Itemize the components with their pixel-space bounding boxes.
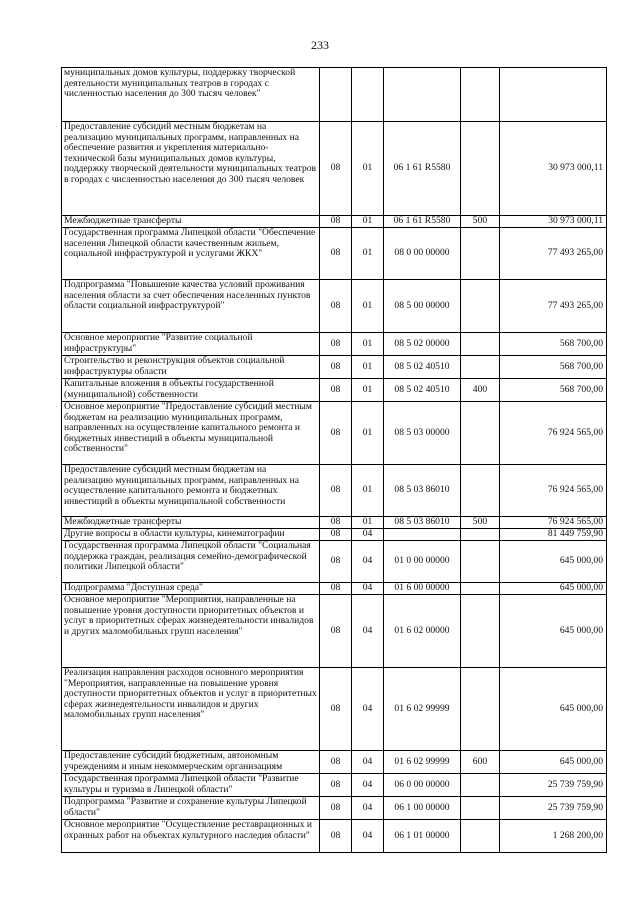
expense-type-code — [461, 356, 500, 379]
row-name: Капитальные вложения в объекты государственной (муниципальной) собственности — [62, 379, 320, 402]
table-row — [62, 595, 607, 668]
table-row — [62, 751, 607, 774]
expense-type-code — [461, 583, 500, 595]
table-row — [62, 68, 607, 122]
expense-type-code: 500 — [461, 216, 500, 228]
amount: 568 700,00 — [500, 379, 607, 402]
subsection-code: 04 — [352, 595, 384, 668]
expense-type-code — [461, 68, 500, 122]
expense-type-code — [461, 774, 500, 797]
table-row — [62, 122, 607, 216]
subsection-code: 04 — [352, 583, 384, 595]
section-code: 08 — [320, 668, 352, 751]
budget-table-body — [62, 68, 607, 853]
row-name: Государственная программа Липецкой области "Развитие культуры и туризма в Липецкой области" — [62, 774, 320, 797]
table-row — [62, 668, 607, 751]
amount: 77 493 265,00 — [500, 228, 607, 280]
amount: 645 000,00 — [500, 541, 607, 583]
target-article-code: 06 1 00 00000 — [384, 797, 461, 820]
target-article-code: 01 6 02 99999 — [384, 751, 461, 774]
section-code: 08 — [320, 583, 352, 595]
row-name: Предоставление субсидий бюджетным, автономным учреждениям и иным некоммерческим организациям — [62, 751, 320, 774]
table-row — [62, 529, 607, 541]
row-name: муниципальных домов культуры, поддержку творческой деятельности муниципальных театров в городах с численностью населения до 300 тысяч человек" — [62, 68, 320, 122]
subsection-code: 01 — [352, 379, 384, 402]
amount: 25 739 759,90 — [500, 797, 607, 820]
amount: 76 924 565,00 — [500, 517, 607, 529]
section-code: 08 — [320, 216, 352, 228]
section-code: 08 — [320, 280, 352, 333]
amount: 81 449 759,90 — [500, 529, 607, 541]
amount: 645 000,00 — [500, 595, 607, 668]
section-code: 08 — [320, 751, 352, 774]
table-row — [62, 541, 607, 583]
subsection-code: 04 — [352, 668, 384, 751]
subsection-code: 01 — [352, 228, 384, 280]
target-article-code: 01 6 02 99999 — [384, 668, 461, 751]
table-row — [62, 820, 607, 853]
budget-table — [61, 67, 607, 853]
table-row — [62, 216, 607, 228]
expense-type-code — [461, 402, 500, 465]
section-code: 08 — [320, 797, 352, 820]
amount: 76 924 565,00 — [500, 465, 607, 517]
row-name: Подпрограмма "Развитие и сохранение культуры Липецкой области" — [62, 797, 320, 820]
row-name: Реализация направления расходов основного мероприятия "Мероприятия, направленные на повышение уровня доступности приоритетных объектов и услуг в приоритетных сферах жизнедеятельности инвалидов и других маломобильных групп населения" — [62, 668, 320, 751]
table-row — [62, 228, 607, 280]
section-code: 08 — [320, 774, 352, 797]
target-article-code: 01 6 00 00000 — [384, 583, 461, 595]
target-article-code: 08 5 02 40510 — [384, 356, 461, 379]
section-code: 08 — [320, 379, 352, 402]
section-code: 08 — [320, 228, 352, 280]
amount: 645 000,00 — [500, 668, 607, 751]
target-article-code: 08 5 02 40510 — [384, 379, 461, 402]
amount: 76 924 565,00 — [500, 402, 607, 465]
subsection-code: 01 — [352, 122, 384, 216]
target-article-code: 06 1 01 00000 — [384, 820, 461, 853]
amount: 25 739 759,90 — [500, 774, 607, 797]
table-row — [62, 402, 607, 465]
row-name: Межбюджетные трансферты — [62, 216, 320, 228]
expense-type-code — [461, 595, 500, 668]
target-article-code: 06 1 61 R5580 — [384, 216, 461, 228]
expense-type-code: 500 — [461, 517, 500, 529]
target-article-code: 08 5 02 00000 — [384, 333, 461, 356]
section-code: 08 — [320, 517, 352, 529]
expense-type-code — [461, 228, 500, 280]
row-name: Основное мероприятие "Развитие социальной инфраструктуры" — [62, 333, 320, 356]
amount: 30 973 000,11 — [500, 216, 607, 228]
expense-type-code — [461, 465, 500, 517]
expense-type-code — [461, 541, 500, 583]
amount — [500, 68, 607, 122]
expense-type-code — [461, 280, 500, 333]
amount: 645 000,00 — [500, 751, 607, 774]
subsection-code: 04 — [352, 541, 384, 583]
row-name: Основное мероприятие "Осуществление реставрационных и охранных работ на объектах культурного наследия области" — [62, 820, 320, 853]
subsection-code: 01 — [352, 356, 384, 379]
amount: 568 700,00 — [500, 333, 607, 356]
amount: 77 493 265,00 — [500, 280, 607, 333]
table-row — [62, 517, 607, 529]
amount: 1 268 200,00 — [500, 820, 607, 853]
amount: 568 700,00 — [500, 356, 607, 379]
row-name: Предоставление субсидий местным бюджетам на реализацию муниципальных программ, направленных на осуществление капитального ремонта и бюджетных инвестиций в объекты муниципальной собственности — [62, 465, 320, 517]
expense-type-code — [461, 529, 500, 541]
subsection-code: 04 — [352, 529, 384, 541]
subsection-code — [352, 68, 384, 122]
subsection-code: 04 — [352, 820, 384, 853]
target-article-code: 06 1 61 R5580 — [384, 122, 461, 216]
amount: 645 000,00 — [500, 583, 607, 595]
expense-type-code — [461, 333, 500, 356]
expense-type-code: 400 — [461, 379, 500, 402]
table-row — [62, 333, 607, 356]
expense-type-code — [461, 122, 500, 216]
section-code: 08 — [320, 595, 352, 668]
target-article-code: 08 5 03 86010 — [384, 517, 461, 529]
subsection-code: 04 — [352, 774, 384, 797]
row-name: Государственная программа Липецкой области "Социальная поддержка граждан, реализация семейно-демографической политики Липецкой области" — [62, 541, 320, 583]
row-name: Подпрограмма "Доступная среда" — [62, 583, 320, 595]
expense-type-code — [461, 797, 500, 820]
row-name: Другие вопросы в области культуры, кинематографии — [62, 529, 320, 541]
subsection-code: 01 — [352, 402, 384, 465]
subsection-code: 01 — [352, 333, 384, 356]
section-code: 08 — [320, 529, 352, 541]
section-code: 08 — [320, 402, 352, 465]
subsection-code: 04 — [352, 797, 384, 820]
table-row — [62, 583, 607, 595]
target-article-code: 08 0 00 00000 — [384, 228, 461, 280]
target-article-code: 01 0 00 00000 — [384, 541, 461, 583]
section-code: 08 — [320, 820, 352, 853]
amount: 30 973 000,11 — [500, 122, 607, 216]
table-row — [62, 774, 607, 797]
table-row — [62, 379, 607, 402]
target-article-code: 08 5 00 00000 — [384, 280, 461, 333]
section-code: 08 — [320, 541, 352, 583]
page-number: 233 — [311, 38, 329, 52]
subsection-code: 04 — [352, 751, 384, 774]
row-name: Основное мероприятие "Предоставление субсидий местным бюджетам на реализацию муниципальных программ, направленных на осуществление капитального ремонта и бюджетных инвестиций в объекты муниципальной собственности" — [62, 402, 320, 465]
target-article-code: 01 6 02 00000 — [384, 595, 461, 668]
target-article-code: 06 0 00 00000 — [384, 774, 461, 797]
expense-type-code — [461, 668, 500, 751]
table-row — [62, 280, 607, 333]
row-name: Государственная программа Липецкой области "Обеспечение населения Липецкой области качественным жильем, социальной инфраструктурой и услугами ЖКХ" — [62, 228, 320, 280]
table-row — [62, 465, 607, 517]
row-name: Межбюджетные трансферты — [62, 517, 320, 529]
subsection-code: 01 — [352, 216, 384, 228]
target-article-code: 08 5 03 86010 — [384, 465, 461, 517]
target-article-code — [384, 68, 461, 122]
subsection-code: 01 — [352, 280, 384, 333]
subsection-code: 01 — [352, 465, 384, 517]
expense-type-code: 600 — [461, 751, 500, 774]
table-row — [62, 797, 607, 820]
target-article-code — [384, 529, 461, 541]
row-name: Подпрограмма "Повышение качества условий проживания населения области за счет обеспечения населенных пунктов области социальной инфраструктурой" — [62, 280, 320, 333]
table-row — [62, 356, 607, 379]
section-code — [320, 68, 352, 122]
row-name: Основное мероприятие "Мероприятия, направленные на повышение уровня доступности приоритетных объектов и услуг в приоритетных сферах жизнедеятельности инвалидов и других маломобильных групп населения" — [62, 595, 320, 668]
section-code: 08 — [320, 333, 352, 356]
section-code: 08 — [320, 465, 352, 517]
row-name: Строительство и реконструкция объектов социальной инфраструктуры области — [62, 356, 320, 379]
subsection-code: 01 — [352, 517, 384, 529]
row-name: Предоставление субсидий местным бюджетам на реализацию муниципальных программ, направленных на обеспечение развития и укрепления материально-технической базы муниципальных домов культуры, поддержку творческой деятельности муниципальных театров в городах с численностью населения до 300 тысяч человек — [62, 122, 320, 216]
section-code: 08 — [320, 356, 352, 379]
target-article-code: 08 5 03 00000 — [384, 402, 461, 465]
expense-type-code — [461, 820, 500, 853]
section-code: 08 — [320, 122, 352, 216]
